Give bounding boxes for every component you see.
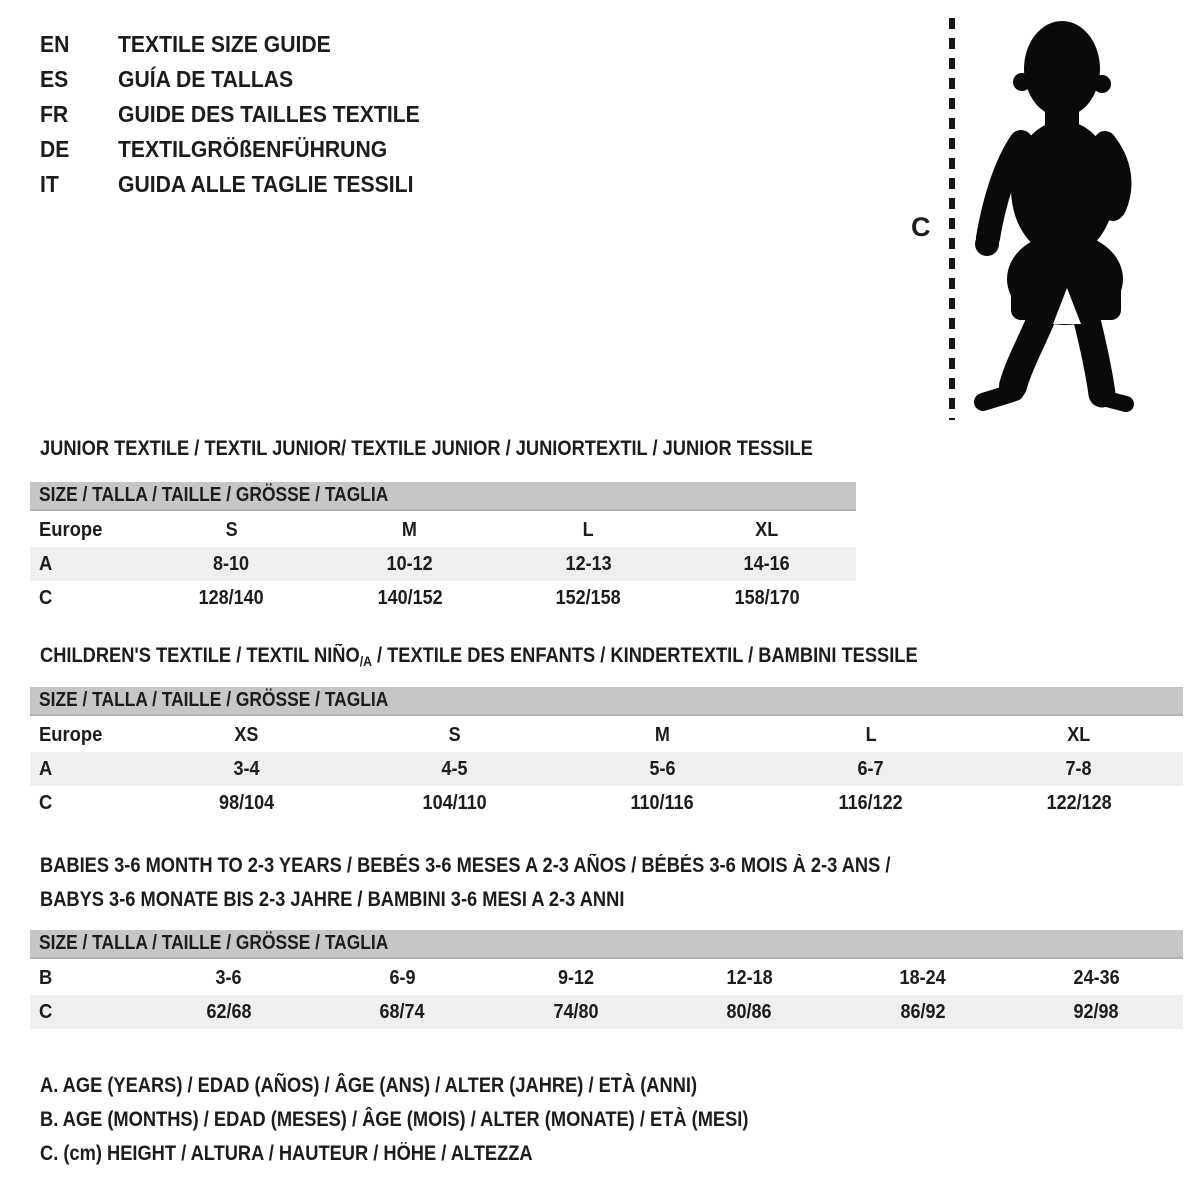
row-label: Europe — [39, 518, 103, 541]
table-row-age — [30, 752, 1183, 786]
age-cell: 10-12 — [386, 552, 433, 575]
table-row-height — [30, 581, 856, 615]
height-cell: 116/122 — [838, 791, 903, 814]
guide-title: GUIDA ALLE TAGLIE TESSILI — [118, 171, 414, 197]
guide-title: TEXTILGRÖßENFÜHRUNG — [118, 136, 388, 162]
size-cell: XS — [234, 723, 259, 746]
height-cell: 80/86 — [726, 1000, 772, 1023]
language-row-en — [40, 27, 446, 62]
guide-title: GUIDE DES TAILLES TEXTILE — [118, 101, 420, 127]
row-label: A — [39, 552, 53, 575]
language-title-list — [40, 27, 446, 202]
size-cell: M — [655, 723, 671, 746]
legend-line-a: A. AGE (YEARS) / EDAD (AÑOS) / ÂGE (ANS) / ALTER (JAHRE) / ETÀ (ANNI) — [40, 1074, 698, 1097]
height-cell: 128/140 — [198, 586, 264, 609]
height-cell: 152/158 — [555, 586, 621, 609]
legend-line-c: C. (cm) HEIGHT / ALTURA / HAUTEUR / HÖHE / ALTEZZA — [40, 1142, 533, 1165]
guide-title: TEXTILE SIZE GUIDE — [118, 31, 331, 57]
height-cell: 98/104 — [218, 791, 274, 814]
size-cell: XL — [1067, 723, 1091, 746]
guide-title: GUÍA DE TALLAS — [118, 66, 294, 92]
section-title-babies: BABIES 3-6 MONTH TO 2-3 YEARS / BEBÉS 3-6 MESES A 2-3 AÑOS / BÉBÉS 3-6 MOIS À 2-3 ANS / BABYS 3-6 MONATE BIS 2-3 JAHRE / BAMBINI 3-6 MESI A 2-3 ANNI — [40, 854, 891, 911]
height-cell: 158/170 — [734, 586, 800, 609]
months-cell: 6-9 — [389, 966, 416, 989]
table-row-height — [30, 995, 1183, 1029]
height-cell: 74/80 — [553, 1000, 599, 1023]
nino-a-subscript: /A — [359, 653, 372, 669]
table-header-bar: SIZE / TALLA / TAILLE / GRÖSSE / TAGLIA — [30, 687, 1183, 716]
height-cell: 62/68 — [206, 1000, 252, 1023]
row-label: B — [39, 966, 53, 989]
age-cell: 7-8 — [1065, 757, 1092, 780]
legend-line-b: B. AGE (MONTHS) / EDAD (MESES) / ÂGE (MOIS) / ALTER (MONATE) / ETÀ (MESI) — [40, 1108, 749, 1131]
language-row-es — [40, 62, 446, 97]
table-header-bar: SIZE / TALLA / TAILLE / GRÖSSE / TAGLIA — [30, 482, 856, 511]
height-cell: 68/74 — [379, 1000, 425, 1023]
size-guide-figure — [905, 14, 1190, 426]
size-table-babies — [30, 930, 1183, 1029]
size-cell: L — [865, 723, 877, 746]
size-cell: XL — [755, 518, 779, 541]
table-row-age — [30, 547, 856, 581]
size-cell: L — [582, 518, 594, 541]
row-label: C — [39, 791, 53, 814]
months-cell: 3-6 — [215, 966, 242, 989]
height-cell: 110/116 — [630, 791, 695, 814]
age-cell: 4-5 — [441, 757, 468, 780]
table-row-height — [30, 786, 1183, 820]
row-label: A — [39, 757, 53, 780]
row-label: C — [39, 1000, 53, 1023]
language-code: FR — [40, 101, 69, 127]
baby-silhouette-icon — [963, 14, 1153, 424]
row-label: C — [39, 586, 53, 609]
age-cell: 12-13 — [565, 552, 612, 575]
section-title-junior: JUNIOR TEXTILE / TEXTIL JUNIOR/ TEXTILE JUNIOR / JUNIORTEXTIL / JUNIOR TESSILE — [40, 437, 813, 460]
months-cell: 12-18 — [726, 966, 773, 989]
row-label: Europe — [39, 723, 103, 746]
months-cell: 9-12 — [557, 966, 594, 989]
size-table-junior — [30, 482, 856, 615]
language-code: IT — [40, 171, 59, 197]
table-row-months — [30, 961, 1183, 995]
age-cell: 6-7 — [857, 757, 884, 780]
size-table-children — [30, 687, 1183, 820]
height-dash-line — [949, 18, 955, 420]
age-cell: 8-10 — [213, 552, 250, 575]
language-code: DE — [40, 136, 70, 162]
size-cell: S — [225, 518, 238, 541]
table-row-europe — [30, 513, 856, 547]
age-cell: 5-6 — [649, 757, 676, 780]
height-cell: 104/110 — [422, 791, 487, 814]
size-cell: M — [402, 518, 418, 541]
months-cell: 24-36 — [1073, 966, 1120, 989]
table-row-europe — [30, 718, 1183, 752]
height-cell: 140/152 — [377, 586, 443, 609]
months-cell: 18-24 — [899, 966, 946, 989]
height-cell: 86/92 — [900, 1000, 946, 1023]
height-cell: 122/128 — [1046, 791, 1112, 814]
language-row-de — [40, 132, 446, 167]
section-title-children: CHILDREN'S TEXTILE / TEXTIL NIÑO/A / TEXTILE DES ENFANTS / KINDERTEXTIL / BAMBINI TESSILE — [40, 644, 918, 669]
size-cell: S — [448, 723, 461, 746]
language-code: EN — [40, 31, 70, 57]
language-code: ES — [40, 66, 69, 92]
age-cell: 14-16 — [743, 552, 790, 575]
language-row-it — [40, 167, 446, 202]
table-header-bar: SIZE / TALLA / TAILLE / GRÖSSE / TAGLIA — [30, 930, 1183, 959]
height-measure-label: C — [911, 212, 931, 242]
height-cell: 92/98 — [1073, 1000, 1119, 1023]
measurement-legend — [40, 1069, 854, 1171]
language-row-fr — [40, 97, 446, 132]
age-cell: 3-4 — [233, 757, 260, 780]
